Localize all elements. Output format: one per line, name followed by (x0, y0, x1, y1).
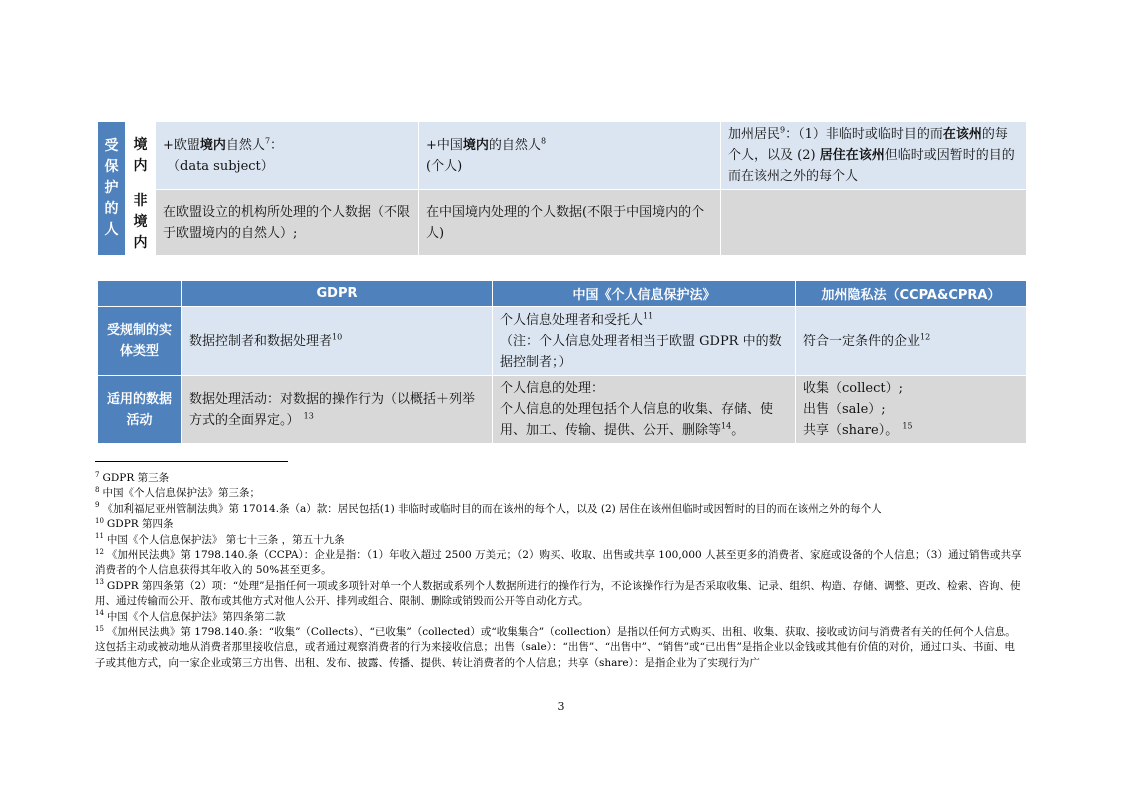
ccpa-inside-cell: 加州居民$^9$：（1）非临时或临时目的而在该州的每个人，以及 (2) 居住在该州但临时或因暂时的目的而在该州之外的每个人 (721, 122, 1027, 190)
inside-territory-label: 境 内 (126, 122, 156, 190)
footnote: $^7$ GDPR 第三条 (95, 470, 170, 484)
footnote: $^9$ 《加利福尼亚州管制法典》第 17014.条（a）款：居民包括(1) 非临时或临时目的而在该州的每个人，以及 (2) 居住在该州但临时或因暂时的目的而在该州之外的每个人 (95, 501, 882, 515)
footnote: $^{15}$ 《加州民法典》第 1798.140.条：“收集”（Collects）、“已收集”（collected）或“收集集合”（collection）是指以任何方式购买、出租、收集、获取、接收或访问与消费者有关的任何个人信息。这包括主动或被动地从消费者那里接收信息，或者通过观察消费者的行为来接收信息；出售（sale）：“出售”、“出售中”、“销售”或“已出售”是指企业以金钱或其他有价值的对价，通过口头、书面、电子或其他方式，向一家企业或第三方出售、出租、发布、披露、传播、提供、转让消费者的个人信息；共享（share）：是指企业为了实现行为广 (95, 624, 1016, 669)
outside-territory-label: 非 境 内 (126, 190, 156, 256)
ccpa-header: 加州隐私法（CCPA&CPRA） (796, 281, 1027, 307)
protected-persons-table (97, 121, 1027, 256)
ccpa-entity-cell: 符合一定条件的企业$^{12}$ (796, 307, 1027, 376)
page-number: 3 (557, 700, 565, 713)
footnote: $^{12}$ 《加州民法典》第 1798.140.条（CCPA）：企业是指：（1）年收入超过 2500 万美元；（2）购买、收取、出售或共享 100,000 人甚至更多的消费者、家庭或设备的个人信息；（3）通过销售或共享消费者的个人信息获得其年收入的 50%甚至更多。 (95, 547, 1022, 577)
pipl-inside-cell: +中国境内的自然人$^8$ (个人) (419, 122, 721, 190)
gdpr-activity-cell: 数据处理活动：对数据的操作行为（以概括＋列举方式的全面界定。） $^{13}$ (182, 376, 493, 444)
pipl-entity-cell: 个人信息处理者和受托人$^{11}$ （注：个人信息处理者相当于欧盟 GDPR 中的数据控制者；） (493, 307, 796, 376)
ccpa-activity-cell: 收集（collect）; 出售（sale）; 共享（share）。 $^{15}$ (796, 376, 1027, 444)
protected-person-label: 受 保 护 的 人 (98, 122, 126, 256)
footnote: $^8$ 中国《个人信息保护法》第三条； (95, 485, 260, 500)
footnote: $^{10}$ GDPR 第四条 (95, 516, 174, 531)
pipl-header: 中国《个人信息保护法》 (493, 281, 796, 307)
regulated-entities-table (97, 280, 1027, 444)
data-activity-label: 适用的数据活动 (98, 376, 182, 444)
footnotes (95, 471, 1025, 671)
corner-header (98, 281, 182, 307)
gdpr-header: GDPR (182, 281, 493, 307)
pipl-outside-cell: 在中国境内处理的个人数据(不限于中国境内的个人) (419, 190, 721, 256)
gdpr-outside-cell: 在欧盟设立的机构所处理的个人数据（不限于欧盟境内的自然人）; (156, 190, 419, 256)
pipl-activity-cell: 个人信息的处理： 个人信息的处理包括个人信息的收集、存储、使用、加工、传输、提供、公开、删除等$^{14}$。 (493, 376, 796, 444)
ccpa-outside-cell (721, 190, 1027, 256)
footnote: $^{13}$ GDPR 第四条第（2）项：“处理”是指任何一项或多项针对单一个人数据或系列个人数据所进行的操作行为，不论该操作行为是否采取收集、记录、组织、构造、存储、调整、更改、检索、咨询、使用、通过传输而公开、散布或其他方式对他人公开、排列或组合、限制、删除或销毁而公开等自动化方式。 (95, 578, 1021, 608)
regulated-entity-label: 受规制的实体类型 (98, 307, 182, 376)
footnote: $^{14}$ 中国《个人信息保护法》第四条第二款 (95, 609, 286, 623)
gdpr-entity-cell: 数据控制者和数据处理者$^{10}$ (182, 307, 493, 376)
footnote-separator (95, 461, 288, 462)
gdpr-inside-cell: +欧盟境内自然人$^7$： （data subject） (156, 122, 419, 190)
footnote: $^{11}$ 中国《个人信息保护法》 第七十三条 ，第五十九条 (95, 532, 345, 546)
